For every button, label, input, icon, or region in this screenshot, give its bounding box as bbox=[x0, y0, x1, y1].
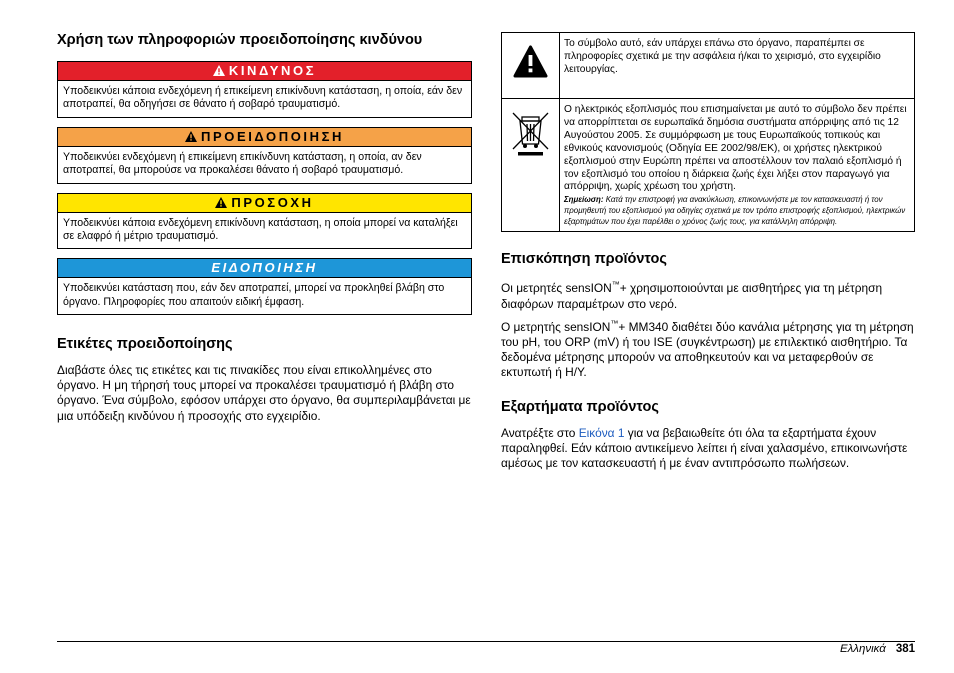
components-heading: Εξαρτήματα προϊόντος bbox=[501, 398, 659, 415]
warning-triangle-icon bbox=[215, 197, 227, 208]
warning-triangle-icon bbox=[503, 34, 558, 92]
footer-divider bbox=[57, 641, 915, 642]
warning-box bbox=[57, 127, 472, 184]
notice-text: Υποδεικνύει κατάσταση που, εάν δεν αποτραπεί, μπορεί να προκληθεί βλάβη στο όργανο. Πληροφορίες που απαιτούν ειδική έμφαση. bbox=[63, 282, 445, 308]
text-span: Ο μετρητής sensION bbox=[501, 319, 611, 334]
danger-header bbox=[58, 62, 471, 81]
trademark: ™ bbox=[611, 280, 620, 290]
text-span: Οι μετρητές sensION bbox=[501, 281, 612, 296]
danger-box bbox=[57, 61, 472, 118]
overview-paragraph-2 bbox=[501, 316, 915, 380]
warning-triangle-icon bbox=[185, 131, 197, 142]
notice-box bbox=[57, 258, 472, 315]
symbol-row bbox=[502, 99, 915, 232]
symbols-table bbox=[501, 32, 915, 232]
caution-label: ΠΡΟΣΟΧΗ bbox=[231, 194, 314, 210]
caution-text: Υποδεικνύει κάποια ενδεχόμενη επικίνδυνη κατάσταση, η οποία μπορεί να καταλήξει σε ελαφρό ή μέτριο τραυματισμό. bbox=[63, 216, 458, 243]
overview-paragraph-1 bbox=[501, 277, 915, 311]
crossed-bin-icon bbox=[503, 104, 558, 164]
danger-label: ΚΙΝΔΥΝΟΣ bbox=[228, 63, 317, 78]
warning-header bbox=[58, 128, 471, 147]
footer-language: Ελληνικά bbox=[839, 643, 886, 655]
text-span: + χρησιμοποιούνται με αισθητήρες για τη μέτρηση διαφόρων παραμέτρων στο νερό. bbox=[501, 281, 883, 311]
overview-heading: Επισκόπηση προϊόντος bbox=[501, 251, 667, 268]
weee-note bbox=[564, 195, 910, 227]
caution-header bbox=[58, 194, 471, 213]
page-footer bbox=[840, 643, 915, 655]
note-label: Σημείωση: bbox=[564, 195, 604, 205]
components-paragraph bbox=[501, 426, 915, 471]
notice-header bbox=[58, 259, 471, 278]
labels-paragraph: Διαβάστε όλες τις ετικέτες και τις πινακίδες που είναι επικολλημένες στο όργανο. Η μη τήρησή τους μπορεί να προκαλέσει τραυματισμό ή βλάβη στο όργανο. Ένα σύμβολο, εφόσον υπάρχει στο όργανο, θα συμπεριλαμβάνεται με μια υπόδειξη κινδύνου ή προσοχής στο εγχειρίδιο. bbox=[57, 363, 471, 423]
symbol-icon-cell bbox=[502, 33, 560, 99]
danger-text: Υποδεικνύει κάποια ενδεχόμενη ή επικείμενη επικίνδυνη κατάσταση, η οποία, εάν δεν αποτραπεί, θα οδηγήσει σε θάνατο ή σοβαρό τραυματισμό. bbox=[63, 85, 463, 111]
warning-text: Υποδεικνύει ενδεχόμενη ή επικείμενη επικίνδυνη κατάσταση, η οποία, αν δεν αποτραπεί, θα μπορούσε να προκαλέσει θάνατο ή σοβαρό τραυματισμό. bbox=[63, 150, 422, 177]
page-number: 381 bbox=[895, 643, 915, 655]
figure-link[interactable]: Εικόνα 1 bbox=[578, 425, 625, 440]
notice-label: ΕΙΔΟΠΟΙΗΣΗ bbox=[211, 260, 318, 276]
caution-box bbox=[57, 193, 472, 250]
text-span: για να βεβαιωθείτε ότι όλα τα εξαρτήματα έχουν παραληφθεί. Εάν κάποιο αντικείμενο λείπει ή είναι χαλασμένο, επικοινωνήστε αμέσως με τον κατασκευαστή ή με έναν αντιπρόσωπο πωλήσεων. bbox=[501, 425, 908, 471]
right-column bbox=[501, 32, 915, 471]
symbol-row bbox=[502, 33, 915, 99]
left-column bbox=[57, 32, 472, 424]
text-span: + MM340 διαθέτει δύο κανάλια μέτρησης για τη μέτρηση του pH, του ORP (mV) ή του ISE (συγκέντρωση) με επιλεκτικό αισθητήριο. Τα δεδομένα μέτρησης μπορούν να αποθηκευτούν και να μεταφερθούν σε εκτυπωτή ή Η/Υ. bbox=[501, 319, 914, 379]
symbol-text bbox=[560, 99, 915, 232]
warning-label: ΠΡΟΕΙΔΟΠΟΙΗΣΗ bbox=[200, 128, 345, 144]
warning-triangle-icon bbox=[213, 65, 225, 76]
trademark: ™ bbox=[610, 318, 619, 328]
text-span: Ανατρέξτε στο bbox=[501, 425, 579, 440]
note-text: Κατά την επιστροφή για ανακύκλωση, επικοινωνήστε με τον κατασκευαστή ή τον προμηθευτή του εξοπλισμού για οδηγίες σχετικά με τον τρόπο επιστροφής εξοπλισμού, ηλεκτρικών εξαρτημάτων που έχει παρέλθει ο χρόνος ζωής τους, για κατάλληλη απόρριψη. bbox=[564, 195, 906, 226]
weee-text: Ο ηλεκτρικός εξοπλισμός που επισημαίνεται με αυτό το σύμβολο δεν πρέπει να απορρίπτεται σε ευρωπαϊκά δημόσια συστήματα απόρριψης από τις 12 Αυγούστου 2005. Σε συμμόρφωση με τους Ευρωπαϊκούς τοπικούς και εθνικούς κανονισμούς (Οδηγία ΕΕ 2002/98/ΕΚ), οι χρήστες ηλεκτρικού εξοπλισμού στην Ευρώπη πρέπει να αποστέλλουν τον παλαιό εξοπλισμό ή τον εξοπλισμό του οποίου η διάρκεια ζωής έχει λήξει στον παραγωγό για απόρριψη, χωρίς χρέωση του χρήστη. bbox=[564, 104, 907, 193]
labels-heading: Ετικέτες προειδοποίησης bbox=[57, 336, 233, 353]
symbol-text: Το σύμβολο αυτό, εάν υπάρχει επάνω στο όργανο, παραπέμπει σε πληροφορίες σχετικά με την ασφάλεια ή/και το χειρισμό, στο εγχειρίδιο λειτουργίας. bbox=[560, 33, 915, 99]
hazard-info-heading: Χρήση των πληροφοριών προειδοποίησης κινδύνου bbox=[57, 32, 423, 48]
symbol-icon-cell bbox=[502, 99, 560, 232]
